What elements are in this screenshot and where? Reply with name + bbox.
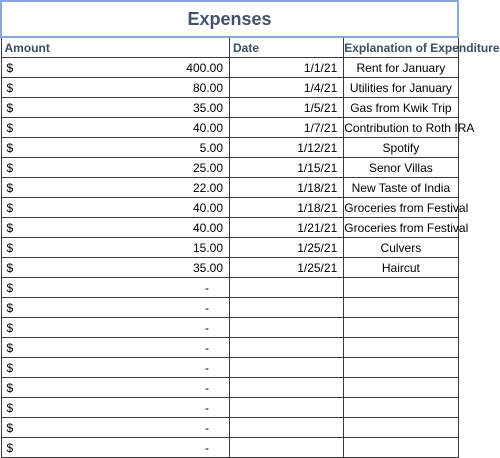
date-cell[interactable]: 1/25/21 [230,238,344,258]
table-row [1,418,458,438]
date-cell[interactable]: 1/12/21 [230,138,344,158]
currency-cell[interactable]: $ [1,78,115,98]
currency-cell[interactable]: $ [1,318,115,338]
date-cell[interactable]: 1/18/21 [230,178,344,198]
date-cell[interactable]: 1/5/21 [230,98,344,118]
currency-cell[interactable]: $ [1,218,115,238]
table-row [1,258,458,278]
amount-cell[interactable]: - [115,298,229,318]
currency-cell[interactable]: $ [1,418,115,438]
explanation-cell[interactable] [344,378,458,398]
explanation-cell[interactable] [344,298,458,318]
explanation-cell[interactable] [344,398,458,418]
amount-cell[interactable]: - [115,318,229,338]
currency-cell[interactable]: $ [1,378,115,398]
table-row [1,358,458,378]
date-cell[interactable] [230,438,344,458]
date-cell[interactable] [230,398,344,418]
amount-cell[interactable]: 15.00 [115,238,229,258]
title-row [1,1,458,37]
amount-cell[interactable]: - [115,338,229,358]
currency-cell[interactable]: $ [1,398,115,418]
amount-cell[interactable]: 40.00 [115,218,229,238]
currency-cell[interactable]: $ [1,338,115,358]
date-cell[interactable] [230,358,344,378]
date-cell[interactable]: 1/18/21 [230,198,344,218]
date-cell[interactable]: 1/7/21 [230,118,344,138]
explanation-cell[interactable]: Senor Villas [344,158,458,178]
currency-cell[interactable]: $ [1,238,115,258]
amount-cell[interactable]: 40.00 [115,118,229,138]
table-row [1,318,458,338]
currency-cell[interactable]: $ [1,58,115,78]
explanation-cell[interactable]: New Taste of India [344,178,458,198]
table-row [1,78,458,98]
table-row [1,238,458,258]
currency-cell[interactable]: $ [1,438,115,458]
date-cell[interactable]: 1/15/21 [230,158,344,178]
date-cell[interactable] [230,298,344,318]
table-row [1,338,458,358]
date-cell[interactable] [230,338,344,358]
table-row [1,198,458,218]
explanation-cell[interactable]: Groceries from Festival [344,218,458,238]
header-date[interactable]: Date [230,37,344,58]
explanation-cell[interactable] [344,438,458,458]
currency-cell[interactable]: $ [1,138,115,158]
date-cell[interactable]: 1/25/21 [230,258,344,278]
table-row [1,438,458,458]
currency-cell[interactable]: $ [1,158,115,178]
table-row [1,98,458,118]
table-row [1,398,458,418]
date-cell[interactable] [230,418,344,438]
explanation-cell[interactable] [344,338,458,358]
explanation-cell[interactable]: Contribution to Roth IRA [344,118,458,138]
explanation-cell[interactable]: Groceries from Festival [344,198,458,218]
date-cell[interactable]: 1/4/21 [230,78,344,98]
date-cell[interactable] [230,318,344,338]
explanation-cell[interactable]: Culvers [344,238,458,258]
table-row [1,218,458,238]
explanation-cell[interactable] [344,358,458,378]
amount-cell[interactable]: 35.00 [115,98,229,118]
sheet-title[interactable]: Expenses [1,1,458,37]
amount-cell[interactable]: - [115,278,229,298]
amount-cell[interactable]: 22.00 [115,178,229,198]
table-row [1,118,458,138]
amount-cell[interactable]: - [115,398,229,418]
table-row [1,158,458,178]
header-explanation[interactable]: Explanation of Expenditure [344,37,458,58]
currency-cell[interactable]: $ [1,98,115,118]
date-cell[interactable] [230,378,344,398]
amount-cell[interactable]: 80.00 [115,78,229,98]
currency-cell[interactable]: $ [1,278,115,298]
table-row [1,378,458,398]
currency-cell[interactable]: $ [1,198,115,218]
explanation-cell[interactable]: Haircut [344,258,458,278]
table-row [1,278,458,298]
explanation-cell[interactable]: Utilities for January [344,78,458,98]
amount-cell[interactable]: - [115,358,229,378]
header-amount[interactable]: Amount [1,37,230,58]
table-row [1,298,458,318]
explanation-cell[interactable]: Rent for January [344,58,458,78]
explanation-cell[interactable]: Spotify [344,138,458,158]
table-row [1,138,458,158]
amount-cell[interactable]: - [115,438,229,458]
currency-cell[interactable]: $ [1,178,115,198]
header-row [1,37,458,58]
date-cell[interactable] [230,278,344,298]
table-row [1,178,458,198]
date-cell[interactable]: 1/21/21 [230,218,344,238]
amount-cell[interactable]: 25.00 [115,158,229,178]
currency-cell[interactable]: $ [1,118,115,138]
currency-cell[interactable]: $ [1,258,115,278]
explanation-cell[interactable]: Gas from Kwik Trip [344,98,458,118]
amount-cell[interactable]: 40.00 [115,198,229,218]
amount-cell[interactable]: 400.00 [115,58,229,78]
table-row [1,58,458,78]
amount-cell[interactable]: 5.00 [115,138,229,158]
currency-cell[interactable]: $ [1,298,115,318]
amount-cell[interactable]: 35.00 [115,258,229,278]
amount-cell[interactable]: - [115,418,229,438]
explanation-cell[interactable] [344,318,458,338]
amount-cell[interactable]: - [115,378,229,398]
date-cell[interactable]: 1/1/21 [230,58,344,78]
currency-cell[interactable]: $ [1,358,115,378]
explanation-cell[interactable] [344,278,458,298]
explanation-cell[interactable] [344,418,458,438]
